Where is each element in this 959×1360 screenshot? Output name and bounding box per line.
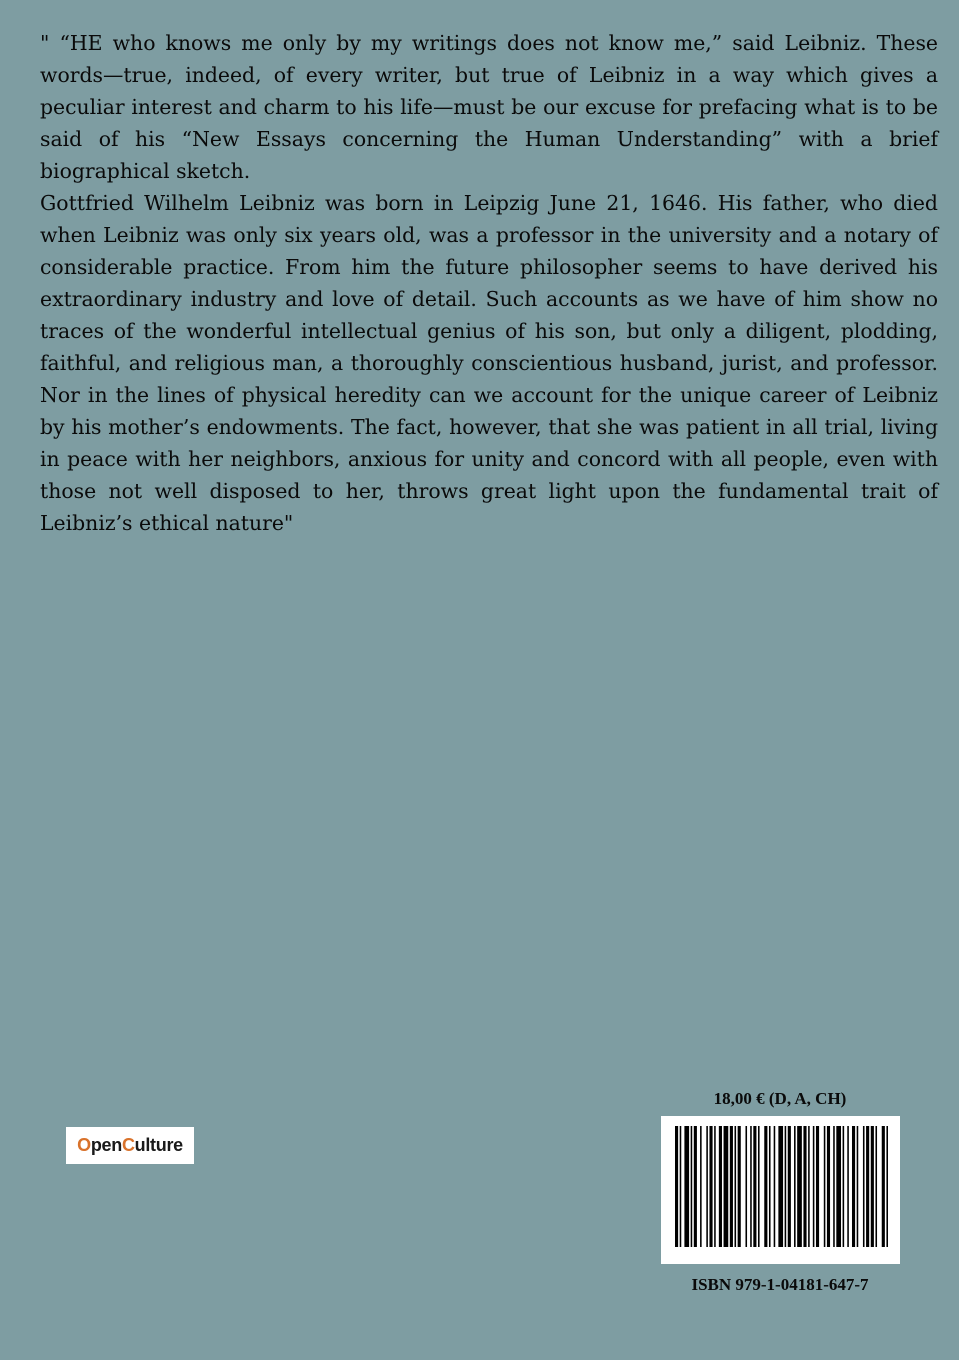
barcode-bar — [709, 1126, 712, 1247]
barcode-bar — [785, 1126, 787, 1247]
blurb-paragraph-2: Gottfried Wilhelm Leibniz was born in Leipzig June 21, 1646. His father, who died when Leibniz was only six years old, was a professor in the university and a notary of considerable practice. From him the future philosopher seems to have derived his extraordinary industry and love of detail. Such accounts as we have of him show no traces of the wonderful intellectual genius of his son, but only a diligent, plodding, faithful, and religious man, a thoroughly conscientious husband, jurist, and professor. Nor in the lines of physical heredity can we account for the unique career of Leibniz by his mother’s endowments. The fact, however, that she was patient in all trial, living in peace with her neighbors, anxious for unity and concord with all people, even with those not well disposed to her, throws great light upon the fundamental trait of Leibniz’s ethical nature" — [40, 191, 938, 535]
barcode-bar — [871, 1126, 874, 1247]
barcode-bar — [694, 1126, 697, 1247]
barcode-bar — [847, 1126, 849, 1247]
barcode-bar — [691, 1126, 693, 1247]
barcode-bar — [769, 1126, 771, 1247]
barcode-bar — [724, 1126, 729, 1247]
barcode-bar — [758, 1126, 760, 1247]
barcode-bar — [866, 1126, 869, 1247]
barcode-bar — [764, 1126, 767, 1247]
barcode-bar — [735, 1126, 737, 1247]
logo-letter-c: C — [121, 1135, 135, 1155]
logo-letter-o: O — [77, 1135, 91, 1155]
barcode-bar — [730, 1126, 733, 1247]
barcode-bar — [824, 1126, 826, 1247]
barcode-bar — [852, 1126, 855, 1247]
barcode-bar — [882, 1126, 885, 1247]
barcode-bar — [753, 1126, 756, 1247]
barcode-bar — [836, 1126, 841, 1247]
barcode-bar — [738, 1126, 741, 1247]
barcode-bar — [788, 1126, 791, 1247]
barcode-bar — [675, 1126, 678, 1247]
barcode-panel — [661, 1116, 900, 1264]
barcode-icon — [675, 1126, 888, 1247]
barcode-bar — [816, 1126, 819, 1247]
barcode-bar — [706, 1126, 708, 1247]
barcode-bar — [843, 1126, 845, 1247]
barcode-bar — [875, 1126, 877, 1247]
barcode-bar — [803, 1126, 806, 1247]
barcode-bar — [684, 1126, 689, 1247]
barcode-bar — [833, 1126, 835, 1247]
isbn-label: ISBN 979-1-04181-647-7 — [691, 1275, 869, 1294]
logo-text-pen: pen — [90, 1135, 122, 1155]
barcode-bar — [813, 1126, 815, 1247]
barcode-bar — [774, 1126, 776, 1247]
barcode-bar — [808, 1126, 810, 1247]
barcode-bar — [778, 1126, 783, 1247]
barcode-bar — [745, 1126, 747, 1247]
barcode-bar — [719, 1126, 722, 1247]
barcode-bar — [827, 1126, 830, 1247]
back-cover-blurb — [40, 27, 938, 539]
logo-text-ulture: ulture — [134, 1135, 183, 1155]
barcode-bar — [750, 1126, 752, 1247]
publisher-logo — [66, 1127, 194, 1164]
barcode-bar — [797, 1126, 802, 1247]
barcode-bar — [863, 1126, 865, 1247]
barcode-bar — [857, 1126, 859, 1247]
barcode-bar — [886, 1126, 888, 1247]
barcode-bar — [794, 1126, 796, 1247]
price-label: 18,00 € (D, A, CH) — [713, 1089, 847, 1108]
barcode-bar — [680, 1126, 682, 1247]
barcode-bar — [714, 1126, 716, 1247]
barcode-bar — [700, 1126, 702, 1247]
blurb-paragraph-1: " “HE who knows me only by my writings does not know me,” said Leibniz. These words—true, indeed, of every writer, but true of Leibniz in a way which gives a peculiar interest and charm to his life—must be our excuse for prefacing what is to be said of his “New Essays concerning the Human Understanding” with a brief biographical sketch. — [40, 31, 938, 183]
